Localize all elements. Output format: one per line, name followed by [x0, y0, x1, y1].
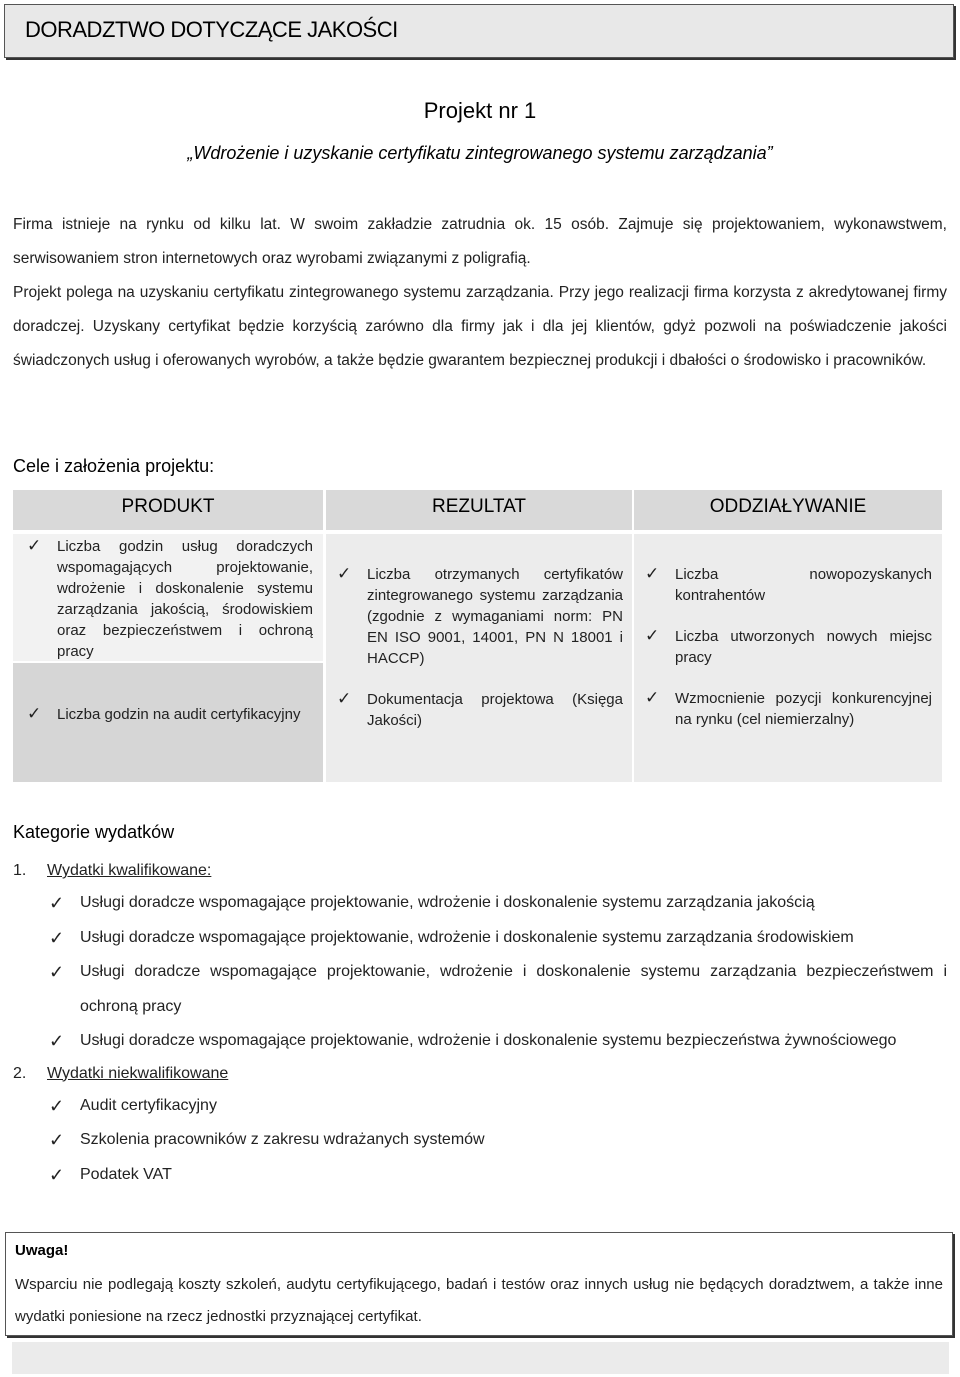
- project-subtitle: „Wdrożenie i uzyskanie certyfikatu zintegrowanego systemu zarządzania”: [187, 143, 773, 163]
- expense-group-header: 2. Wydatki niekwalifikowane: [13, 1064, 229, 1082]
- list-item: ✓ Wzmocnienie pozycji konkurencyjnej na rynku (cel niemierzalny): [645, 688, 932, 728]
- list-item: ✓ Usługi doradcze wspomagające projektowanie, wdrożenie i doskonalenie systemu zarządzania środowiskiem: [13, 921, 947, 956]
- list-item: ✓ Usługi doradcze wspomagające projektowanie, wdrożenie i doskonalenie systemu zarządzania bezpieczeństwem i ochroną pracy: [13, 955, 947, 1024]
- intro-paragraph: Firma istnieje na rynku od kilku lat. W swoim zakładzie zatrudnia ok. 15 osób. Zajmuje się projektowaniem, wykonawstwem, serwisowaniem stron internetowych oraz wyrobami związanymi z poligrafią.: [13, 216, 947, 267]
- note-text: Wsparciu nie podlegają koszty szkoleń, audytu certyfikującego, badań i testów oraz innych usług nie będących doradztwem, a także inne wydatki poniesione na rzecz jednostki przyznającej certyfikat.: [15, 1276, 943, 1325]
- goals-heading: Cele i założenia projektu:: [13, 456, 215, 476]
- list-item: ✓ Audit certyfikacyjny: [13, 1089, 947, 1124]
- checkmark-icon: ✓: [645, 564, 660, 583]
- checkmark-icon: ✓: [49, 962, 65, 982]
- checkmark-icon: ✓: [27, 704, 42, 723]
- goals-table: [13, 490, 942, 782]
- expense-group-header: 1. Wydatki kwalifikowane:: [13, 862, 212, 879]
- page-title: DORADZTWO DOTYCZĄCE JAKOŚCI: [25, 17, 398, 42]
- list-item: ✓ Dokumentacja projektowa (Księga Jakości): [337, 689, 623, 729]
- checkmark-icon: ✓: [27, 536, 42, 555]
- checkmark-icon: ✓: [49, 893, 65, 913]
- project-number: Projekt nr 1: [423, 98, 537, 123]
- expenses-heading: Kategorie wydatków: [13, 822, 175, 842]
- intro: [13, 208, 947, 378]
- list-item: ✓ Liczba utworzonych nowych miejsc pracy: [645, 626, 932, 666]
- list-item: ✓ Liczba nowopozyskanych kontrahentów: [645, 564, 932, 604]
- note-box: [5, 1232, 953, 1336]
- checkmark-icon: ✓: [337, 564, 352, 583]
- list-item: ✓ Liczba otrzymanych certyfikatów zintegrowanego systemu zarządzania (zgodnie z wymaganiami norm: PN EN ISO 9001, 14001, PN N 18001 i HACCP): [337, 564, 623, 667]
- list-item: ✓ Liczba godzin usług doradczych wspomagających projektowanie, wdrożenie i doskonalenie systemu zarządzania jakością, środowiskiem oraz bezpieczeństwem i ochroną pracy: [27, 536, 313, 660]
- checkmark-icon: ✓: [645, 688, 660, 707]
- header-box: [4, 4, 954, 58]
- checkmark-icon: ✓: [49, 927, 65, 948]
- checkmark-icon: ✓: [49, 1130, 65, 1150]
- column-header-produkt: PRODUKT: [13, 490, 323, 530]
- checkmark-icon: ✓: [337, 689, 352, 708]
- checkmark-icon: ✓: [49, 1031, 65, 1051]
- checkmark-icon: ✓: [49, 1095, 65, 1116]
- column-header-oddzialywanie: ODDZIAŁYWANIE: [634, 490, 942, 530]
- produkt-cell: [27, 536, 313, 662]
- note-title: Uwaga!: [15, 1242, 69, 1259]
- checkmark-icon: ✓: [49, 1164, 65, 1185]
- list-item: ✓ Podatek VAT: [13, 1158, 947, 1193]
- footer-bar: [12, 1342, 949, 1374]
- oddzialywanie-cell: [645, 564, 932, 730]
- list-item: ✓ Usługi doradcze wspomagające projektowanie, wdrożenie i doskonalenie systemu zarządzania jakością: [13, 886, 947, 921]
- column-header-rezultat: REZULTAT: [326, 490, 632, 530]
- list-item: ✓ Liczba godzin na audit certyfikacyjny: [27, 704, 301, 723]
- rezultat-cell: [337, 564, 623, 731]
- list-item: ✓ Usługi doradcze wspomagające projektowanie, wdrożenie i doskonalenie systemu bezpieczeństwa żywnościowego: [13, 1024, 947, 1059]
- expenses-list: [13, 856, 947, 1192]
- intro-paragraph: Projekt polega na uzyskaniu certyfikatu zintegrowanego systemu zarządzania. Przy jego realizacji firma korzysta z akredytowanej firmy doradczej. Uzyskany certyfikat będzie korzyścią zarówno dla firmy jak i dla jej klientów, gdyż pozwoli na poświadczenie jakości świadczonych usług i oferowanych wyrobów, a także będzie gwarantem bezpiecznej produkcji i dbałości o środowisko i pracowników.: [13, 284, 947, 369]
- list-item: ✓ Szkolenia pracowników z zakresu wdrażanych systemów: [13, 1123, 947, 1158]
- produkt-cell: [27, 704, 313, 725]
- checkmark-icon: ✓: [645, 626, 660, 645]
